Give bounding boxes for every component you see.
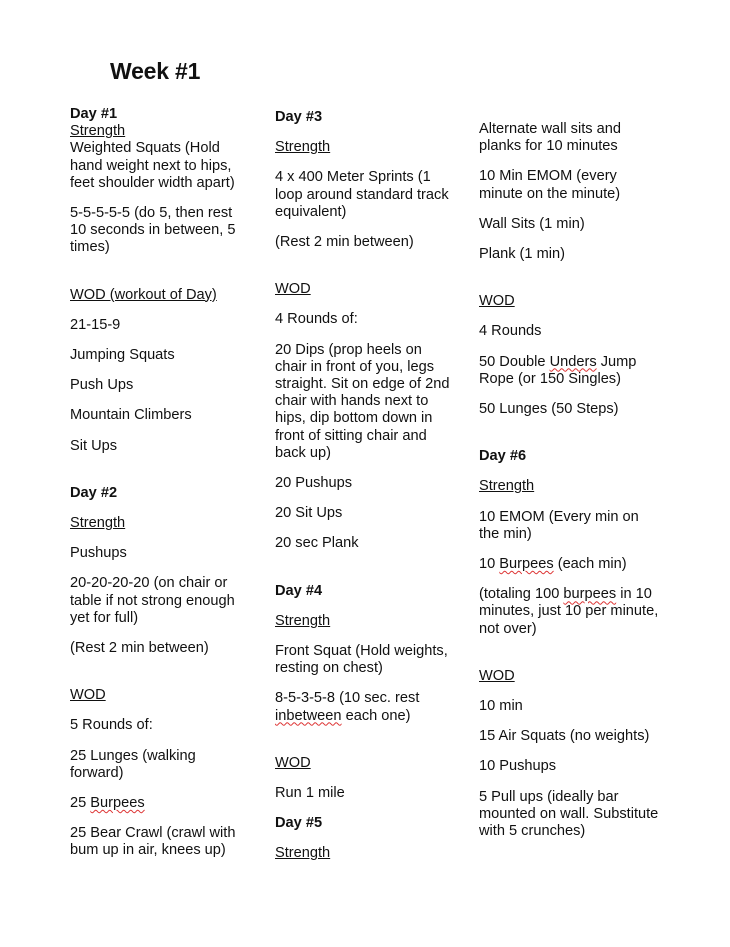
- exercise-text: 20-20-20-20 (on chair or table if not strong enough yet for full): [70, 575, 235, 626]
- exercise-text: Alternate wall sits and planks for 10 minutes: [479, 121, 621, 155]
- exercise-text: 4 x 400 Meter Sprints (1 loop around standard track equivalent): [275, 169, 449, 220]
- exercise-text: Wall Sits (1 min): [479, 215, 585, 232]
- text-span: (totaling 100: [479, 586, 564, 603]
- spellcheck-word: Burpees: [499, 556, 554, 573]
- text-span: 10: [479, 556, 500, 573]
- exercise-text: 20 Pushups: [275, 475, 353, 492]
- wod-heading: WOD: [275, 754, 311, 771]
- exercise-text: Plank (1 min): [479, 246, 565, 263]
- exercise-text: (Rest 2 min between): [275, 234, 414, 251]
- exercise-text: 20 Sit Ups: [275, 505, 343, 522]
- text-span: 8-5-3-5-8 (10 sec. rest: [275, 690, 420, 707]
- spellcheck-word: Burpees: [90, 795, 145, 812]
- exercise-text: [479, 586, 659, 638]
- wod-heading: WOD (workout of Day): [70, 286, 217, 303]
- strength-heading: Strength: [479, 478, 535, 495]
- text-span: Jump Rope (or 150 Singles): [479, 353, 637, 387]
- column-3: [479, 121, 659, 840]
- exercise-text: 10 EMOM (Every min on the min): [479, 508, 639, 542]
- exercise-text: 4 Rounds: [479, 323, 542, 340]
- wod-heading: WOD: [70, 687, 106, 704]
- day-3-heading: Day #3: [275, 109, 323, 125]
- wod-heading: WOD: [479, 667, 515, 684]
- exercise-text: Run 1 mile: [275, 785, 345, 802]
- exercise-text: Pushups: [70, 545, 127, 562]
- day-6-heading: Day #6: [479, 448, 527, 465]
- wod-heading: WOD: [275, 281, 311, 298]
- strength-heading: Strength: [70, 515, 126, 532]
- exercise-text: 5 Pull ups (ideally bar mounted on wall. Substitute with 5 crunches): [479, 788, 659, 840]
- exercise-text: 10 min: [479, 698, 523, 715]
- day-2-heading: Day #2: [70, 484, 118, 501]
- exercise-text: 5-5-5-5-5 (do 5, then rest 10 seconds in between, 5 times): [70, 205, 236, 256]
- exercise-text: 50 Lunges (50 Steps): [479, 401, 619, 418]
- day-5-heading: Day #5: [275, 815, 323, 832]
- day-4-heading: Day #4: [275, 582, 323, 599]
- day-1-heading: Day #1: [70, 106, 118, 122]
- spellcheck-word: Unders: [549, 353, 597, 370]
- exercise-text: 20 sec Plank: [275, 535, 359, 552]
- exercise-text: Front Squat (Hold weights, resting on chest): [275, 643, 448, 677]
- exercise-text: 15 Air Squats (no weights): [479, 728, 650, 745]
- exercise-text: 10 Min EMOM (every minute on the minute): [479, 168, 621, 202]
- exercise-text: Jumping Squats: [70, 347, 175, 364]
- text-span: (each min): [553, 556, 627, 573]
- exercise-text: 25 Lunges (walking forward): [70, 747, 196, 781]
- exercise-text: [479, 354, 659, 388]
- exercise-text: 10 Pushups: [479, 758, 557, 775]
- strength-heading: Strength: [275, 612, 331, 629]
- exercise-text: 5 Rounds of:: [70, 717, 153, 734]
- exercise-text: 20 Dips (prop heels on chair in front of you, legs straight. Sit on edge of 2nd chair with hands next to hips, dip bottom down in front of sitting chair and back up): [275, 341, 450, 461]
- exercise-text: Push Ups: [70, 377, 134, 394]
- column-1: [70, 106, 250, 860]
- column-2: [275, 109, 455, 863]
- text-span: 25: [70, 795, 91, 812]
- strength-heading: Strength: [275, 139, 331, 156]
- page-title: Week #1: [110, 58, 201, 84]
- exercise-text: 21-15-9: [70, 316, 121, 333]
- exercise-text: 4 Rounds of:: [275, 311, 358, 328]
- exercise-text: Mountain Climbers: [70, 407, 192, 424]
- exercise-text: 25 Bear Crawl (crawl with bum up in air, knees up): [70, 825, 236, 859]
- spellcheck-word: burpees: [563, 586, 617, 603]
- strength-heading: Strength: [275, 845, 331, 862]
- strength-heading: Strength: [70, 123, 126, 140]
- text-span: each one): [341, 707, 411, 724]
- exercise-text: [479, 556, 659, 573]
- exercise-text: (Rest 2 min between): [70, 640, 209, 657]
- text-span: in 10 minutes, just 10 per minute, not over): [479, 586, 659, 637]
- exercise-text: [70, 795, 250, 812]
- spellcheck-word: inbetween: [275, 707, 342, 724]
- text-span: 50 Double: [479, 353, 550, 370]
- wod-heading: WOD: [479, 293, 515, 310]
- exercise-text: Weighted Squats (Hold hand weight next to hips, feet shoulder width apart): [70, 140, 235, 191]
- exercise-text: Sit Ups: [70, 437, 118, 454]
- exercise-text: [275, 690, 455, 724]
